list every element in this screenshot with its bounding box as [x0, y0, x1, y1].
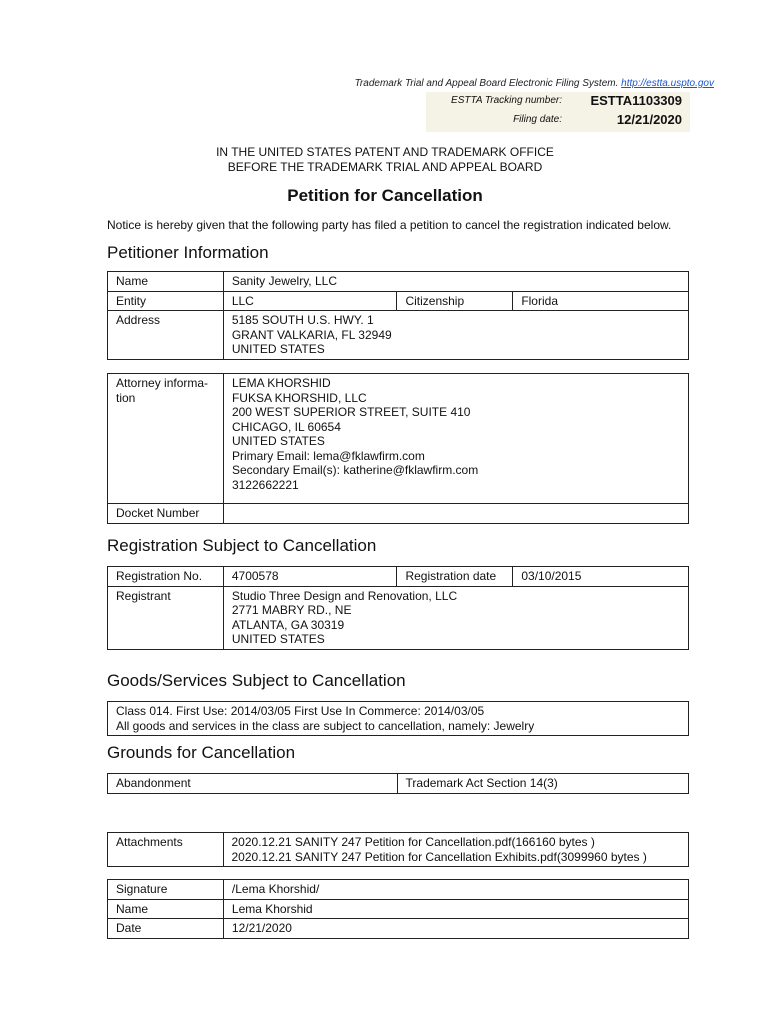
notice-text: Notice is hereby given that the following party has filed a petition to cancel the registration indicated below. — [107, 218, 672, 232]
registrant-line: 2771 MABRY RD., NE — [231, 603, 352, 617]
registration-heading: Registration Subject to Cancellation — [107, 536, 377, 555]
attorney-info — [223, 374, 688, 504]
citizenship-label: Citizenship — [397, 291, 513, 311]
table-row — [108, 291, 689, 311]
attorney-line: FUKSA KHORSHID, LLC — [231, 390, 367, 405]
table-row — [108, 919, 689, 939]
attachment-file[interactable]: 2020.12.21 SANITY 247 Petition for Cancellation.pdf(166160 bytes ) — [231, 835, 595, 849]
table-row — [108, 899, 689, 919]
goods-description — [108, 702, 689, 736]
table-row — [108, 702, 689, 736]
registration-no-label: Registration No. — [108, 567, 224, 587]
filing-system-text: Trademark Trial and Appeal Board Electronic Filing System. — [354, 78, 619, 89]
attorney-line: 3122662221 — [231, 477, 299, 492]
attorney-label-line: Attorney informa- — [116, 376, 209, 390]
table-row — [108, 774, 689, 794]
attorney-table — [107, 373, 689, 524]
address-line: GRANT VALKARIA, FL 32949 — [231, 327, 392, 342]
signature-date-label: Date — [108, 919, 224, 939]
registration-date-value: 03/10/2015 — [513, 567, 689, 587]
registration-no-value: 4700578 — [223, 567, 397, 587]
attorney-line: Secondary Email(s): katherine@fklawfirm.com — [231, 463, 479, 477]
goods-line: Class 014. First Use: 2014/03/05 First Use In Commerce: 2014/03/05 — [116, 704, 485, 718]
estta-link[interactable]: http://estta.uspto.gov — [621, 78, 714, 89]
grounds-table — [107, 773, 689, 794]
attachments-list — [223, 833, 689, 867]
table-row — [108, 833, 689, 867]
registration-date-label: Registration date — [397, 567, 513, 587]
attorney-line: CHICAGO, IL 60654 — [231, 419, 341, 434]
signer-name-value: Lema Khorshid — [223, 899, 688, 919]
goods-heading: Goods/Services Subject to Cancellation — [107, 671, 406, 690]
table-row — [108, 586, 689, 649]
attachment-file[interactable]: 2020.12.21 SANITY 247 Petition for Cancellation Exhibits.pdf(3099960 bytes ) — [231, 849, 647, 864]
registrant-line: ATLANTA, GA 30319 — [231, 617, 345, 632]
address-value — [223, 311, 688, 360]
table-row — [108, 567, 689, 587]
filing-system-line — [290, 78, 714, 89]
attorney-line: LEMA KHORSHID — [231, 376, 331, 390]
attorney-line: UNITED STATES — [231, 434, 325, 448]
grounds-heading: Grounds for Cancellation — [107, 743, 296, 762]
address-line: UNITED STATES — [231, 342, 325, 356]
table-row — [108, 504, 689, 524]
docket-label: Docket Number — [108, 504, 224, 524]
tracking-number: ESTTA1103309 — [590, 93, 682, 108]
page-title: Petition for Cancellation — [287, 186, 483, 205]
attachments-label: Attachments — [108, 833, 224, 867]
filing-date-value: 12/21/2020 — [616, 112, 682, 127]
attorney-line: 200 WEST SUPERIOR STREET, SUITE 410 — [231, 405, 471, 419]
address-label: Address — [108, 311, 224, 360]
attachments-table — [107, 832, 689, 867]
table-row — [108, 272, 689, 292]
petitioner-table — [107, 271, 689, 360]
petitioner-heading: Petitioner Information — [107, 243, 269, 262]
table-row — [108, 311, 689, 360]
office-line-1: IN THE UNITED STATES PATENT AND TRADEMARK OFFICE — [216, 145, 554, 159]
registrant-value — [223, 586, 688, 649]
docket-value — [223, 504, 688, 524]
attorney-label-line: tion — [116, 390, 136, 405]
goods-line: All goods and services in the class are subject to cancellation, namely: Jewelry — [116, 718, 535, 733]
attorney-line: Primary Email: lema@fklawfirm.com — [231, 448, 425, 463]
signature-value: /Lema Khorshid/ — [223, 880, 688, 900]
table-row — [108, 880, 689, 900]
filing-date-label: Filing date: — [513, 114, 562, 125]
attorney-label — [108, 374, 224, 504]
office-line-2: BEFORE THE TRADEMARK TRIAL AND APPEAL BOARD — [227, 160, 543, 174]
address-line: 5185 SOUTH U.S. HWY. 1 — [231, 313, 374, 327]
signature-table — [107, 879, 689, 939]
name-label: Name — [108, 272, 224, 292]
ground-section: Trademark Act Section 14(3) — [397, 774, 688, 794]
citizenship-value: Florida — [513, 291, 689, 311]
table-row — [108, 374, 689, 504]
tracking-label: ESTTA Tracking number: — [451, 95, 562, 106]
registrant-line: UNITED STATES — [231, 632, 325, 646]
registrant-label: Registrant — [108, 586, 224, 649]
registration-table — [107, 566, 689, 650]
signature-label: Signature — [108, 880, 224, 900]
petitioner-name: Sanity Jewelry, LLC — [223, 272, 688, 292]
signature-date-value: 12/21/2020 — [223, 919, 688, 939]
entity-value: LLC — [223, 291, 397, 311]
signer-name-label: Name — [108, 899, 224, 919]
registrant-line: Studio Three Design and Renovation, LLC — [231, 588, 458, 603]
goods-table — [107, 701, 689, 736]
ground-value: Abandonment — [108, 774, 398, 794]
entity-label: Entity — [108, 291, 224, 311]
